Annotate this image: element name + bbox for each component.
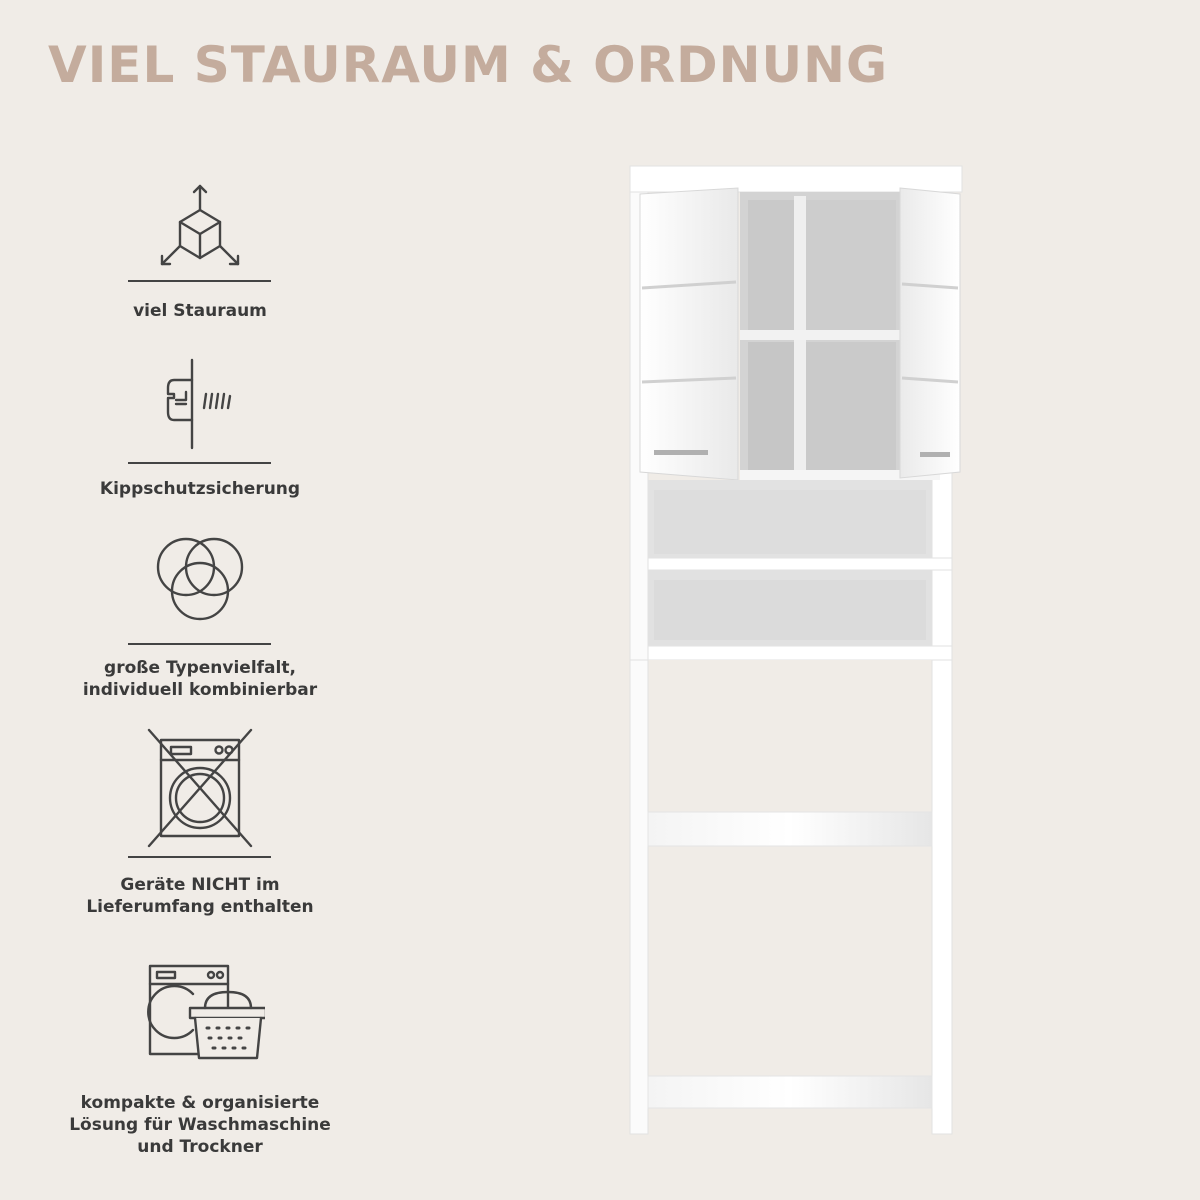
- feature-label: viel Stauraum: [133, 301, 267, 321]
- divider: [128, 643, 271, 645]
- bathroom-cabinet-image: [620, 160, 980, 1140]
- feature-storage: [80, 180, 320, 330]
- feature-label: kompakte & organisierte Lösung für Waschmaschine und Trockner: [69, 1093, 331, 1157]
- overlapping-circles-icon: [150, 535, 250, 627]
- washer-laundry-basket-icon: [135, 960, 265, 1070]
- wall-anchor-screw-icon: [150, 358, 250, 450]
- divider: [128, 280, 271, 282]
- feature-appliances-not-included: [80, 728, 320, 928]
- feature-label: Kippschutzsicherung: [99, 479, 301, 499]
- feature-compact-solution: [69, 960, 331, 1170]
- feature-label: große Typenvielfalt, individuell kombinierbar: [82, 658, 318, 700]
- feature-tip-protection: [80, 358, 320, 508]
- washing-machine-crossed-icon: [135, 728, 265, 848]
- feature-variety: [80, 535, 320, 705]
- feature-label: Geräte NICHT im Lieferumfang enthalten: [86, 875, 314, 917]
- page-title: VIEL STAURAUM & ORDNUNG: [48, 36, 888, 94]
- divider: [128, 856, 271, 858]
- divider: [128, 462, 271, 464]
- dimensions-cube-icon: [150, 180, 250, 272]
